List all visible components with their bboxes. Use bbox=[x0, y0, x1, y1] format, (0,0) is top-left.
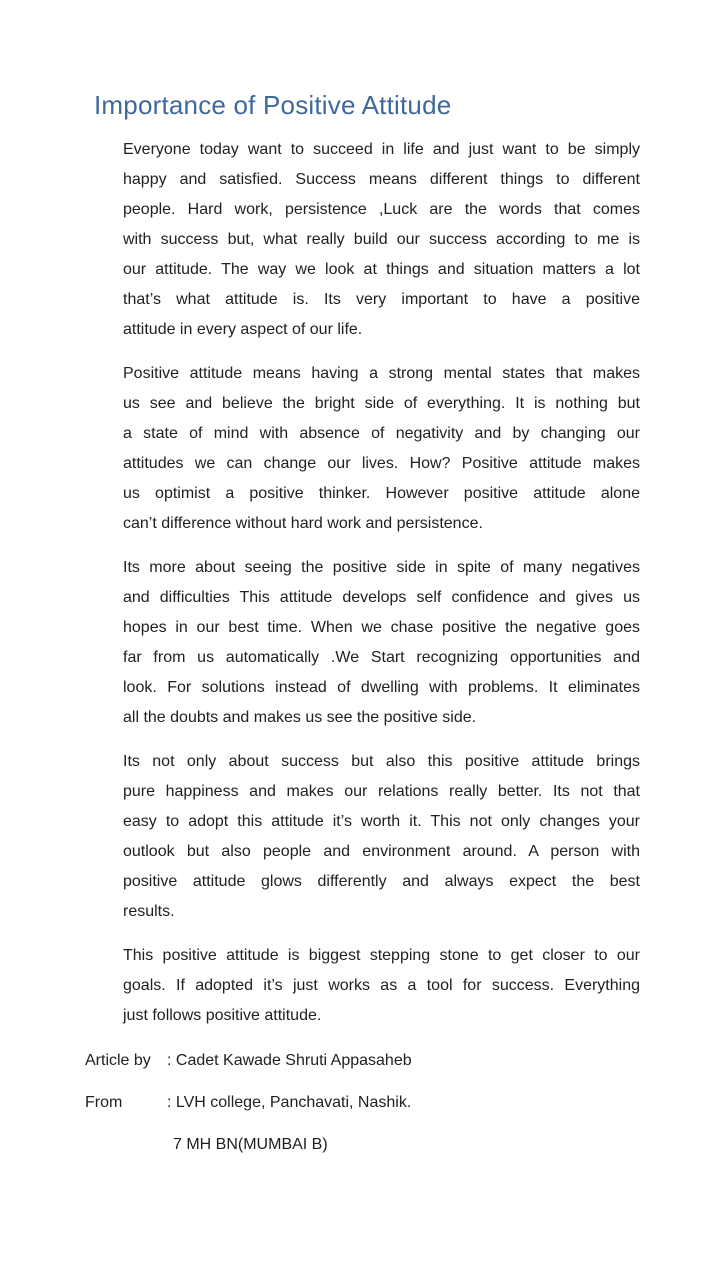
byline-label: From bbox=[85, 1094, 123, 1111]
text-line: This positive attitude is biggest stepping stone to get closer to our bbox=[123, 947, 640, 964]
text-line: outlook but also people and environment around. A person with bbox=[123, 843, 640, 860]
text-line: hopes in our best time. When we chase positive the negative goes bbox=[123, 619, 640, 636]
text-line: results. bbox=[123, 903, 175, 920]
text-line: our attitude. The way we look at things and situation matters a lot bbox=[123, 261, 640, 278]
text-line: easy to adopt this attitude it’s worth it. This not only changes your bbox=[123, 813, 640, 830]
text-line: pure happiness and makes our relations really better. Its not that bbox=[123, 783, 640, 800]
byline-row bbox=[85, 1130, 720, 1160]
text-line: us optimist a positive thinker. However positive attitude alone bbox=[123, 485, 640, 502]
text-line: people. Hard work, persistence ,Luck are the words that comes bbox=[123, 201, 640, 218]
paragraph bbox=[123, 135, 640, 345]
byline-value: : LVH college, Panchavati, Nashik. bbox=[167, 1094, 412, 1111]
text-line: Everyone today want to succeed in life and just want to be simply bbox=[123, 141, 640, 158]
byline-row bbox=[85, 1088, 720, 1118]
article-body bbox=[123, 135, 640, 1031]
text-line: goals. If adopted it’s just works as a tool for success. Everything bbox=[123, 977, 640, 994]
text-line: Its not only about success but also this positive attitude brings bbox=[123, 753, 640, 770]
text-line: attitude in every aspect of our life. bbox=[123, 321, 363, 338]
text-line: all the doubts and makes us see the positive side. bbox=[123, 709, 477, 726]
text-line: a state of mind with absence of negativity and by changing our bbox=[123, 425, 640, 442]
byline-value: : Cadet Kawade Shruti Appasaheb bbox=[167, 1052, 412, 1069]
paragraph bbox=[123, 941, 640, 1031]
document-title: Importance of Positive Attitude bbox=[94, 90, 452, 120]
text-line: attitudes we can change our lives. How? Positive attitude makes bbox=[123, 455, 640, 472]
text-line: that’s what attitude is. Its very important to have a positive bbox=[123, 291, 640, 308]
paragraph bbox=[123, 553, 640, 733]
text-line: Its more about seeing the positive side in spite of many negatives bbox=[123, 559, 640, 576]
text-line: just follows positive attitude. bbox=[123, 1007, 322, 1024]
text-line: Positive attitude means having a strong mental states that makes bbox=[123, 365, 640, 382]
text-line: with success but, what really build our success according to me is bbox=[123, 231, 640, 248]
text-line: us see and believe the bright side of everything. It is nothing but bbox=[123, 395, 640, 412]
byline-row bbox=[85, 1046, 720, 1076]
text-line: and difficulties This attitude develops self confidence and gives us bbox=[123, 589, 640, 606]
byline-value: 7 MH BN(MUMBAI B) bbox=[173, 1136, 328, 1153]
text-line: look. For solutions instead of dwelling with problems. It eliminates bbox=[123, 679, 640, 696]
text-line: happy and satisfied. Success means different things to different bbox=[123, 171, 640, 188]
byline-label: Article by bbox=[85, 1052, 151, 1069]
text-line: can’t difference without hard work and persistence. bbox=[123, 515, 483, 532]
byline-block bbox=[85, 1046, 720, 1160]
paragraph bbox=[123, 747, 640, 927]
paragraph bbox=[123, 359, 640, 539]
text-line: far from us automatically .We Start recognizing opportunities and bbox=[123, 649, 640, 666]
text-line: positive attitude glows differently and always expect the best bbox=[123, 873, 640, 890]
